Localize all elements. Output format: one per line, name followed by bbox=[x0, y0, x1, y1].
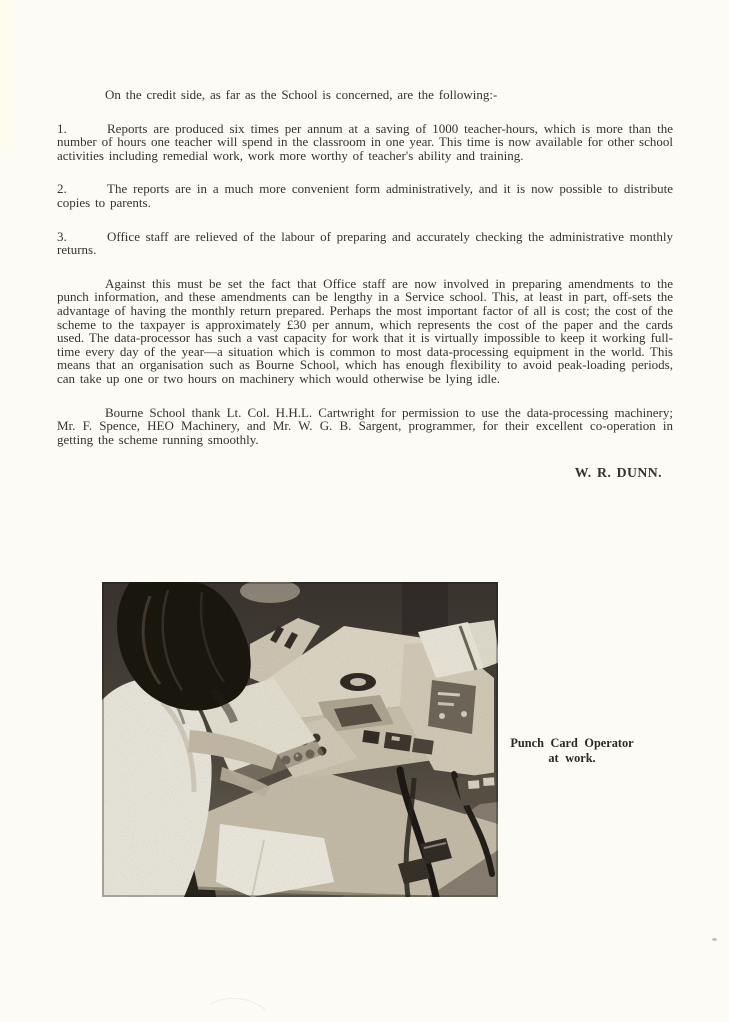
scan-curl-artifact bbox=[195, 994, 276, 1022]
punch-card-operator-photo bbox=[102, 582, 498, 897]
item-3-number: 3. bbox=[57, 228, 67, 244]
item-1-number: 1. bbox=[57, 120, 67, 136]
item-2-number: 2. bbox=[57, 181, 67, 197]
photo-grain-overlay bbox=[102, 582, 498, 897]
photo-illustration bbox=[102, 582, 498, 897]
thanks-paragraph: Bourne School thank Lt. Col. H.H.L. Cartwright for permission to use the data-processing machinery; Mr. F. Spence, HEO Machinery, and Mr. W. G. B. Sargent, programmer, for their excellent co-operation in getting the scheme running smoothly. bbox=[57, 404, 673, 447]
intro-paragraph: On the credit side, as far as the School is concerned, are the following:- bbox=[105, 87, 498, 102]
item-1-text: Reports are produced six times per annum at a saving of 1000 teacher-hours, which is more than the number of hours one teacher will spend in the classroom in one year. This time is now available for other school activities including remedial work, work more worthy of teacher's ability and training. bbox=[57, 120, 673, 163]
scan-speck bbox=[712, 938, 717, 941]
numbered-item-2 bbox=[57, 182, 673, 209]
numbered-item-1 bbox=[57, 122, 673, 163]
against-paragraph: Against this must be set the fact that Office staff are now involved in preparing amendments to the punch information, and these amendments can be lengthy in a Service school. This, at least in part, off-sets the advantage of having the monthly return prepared. Perhaps the most important factor of all is cost; the cost of the scheme to the taxpayer is approximately £30 per annum, which represents the cost of the paper and the cards used. The data-processor has such a vast capacity for work that it is virtually impossible to keep it working full-time every day of the year—a situation which is common to most data-processing equipment in the world. This means that an organisation such as Bourne School, which has enough flexibility to avoid peak-loading periods, can take up one or two hours on machinery which would otherwise be lying idle. bbox=[57, 275, 673, 386]
signature: W. R. DUNN. bbox=[574, 465, 662, 481]
item-2-text: The reports are in a much more convenient form administratively, and it is now possible to distribute copies to parents. bbox=[57, 181, 673, 210]
item-3-text: Office staff are relieved of the labour of preparing and accurately checking the administrative monthly returns. bbox=[57, 228, 673, 258]
scan-edge-tint bbox=[0, 0, 14, 150]
caption-line-2: at work. bbox=[548, 751, 596, 765]
document-text bbox=[57, 88, 673, 500]
photo-caption bbox=[501, 736, 643, 766]
numbered-item-3 bbox=[57, 230, 673, 257]
caption-line-1: Punch Card Operator bbox=[510, 736, 634, 750]
